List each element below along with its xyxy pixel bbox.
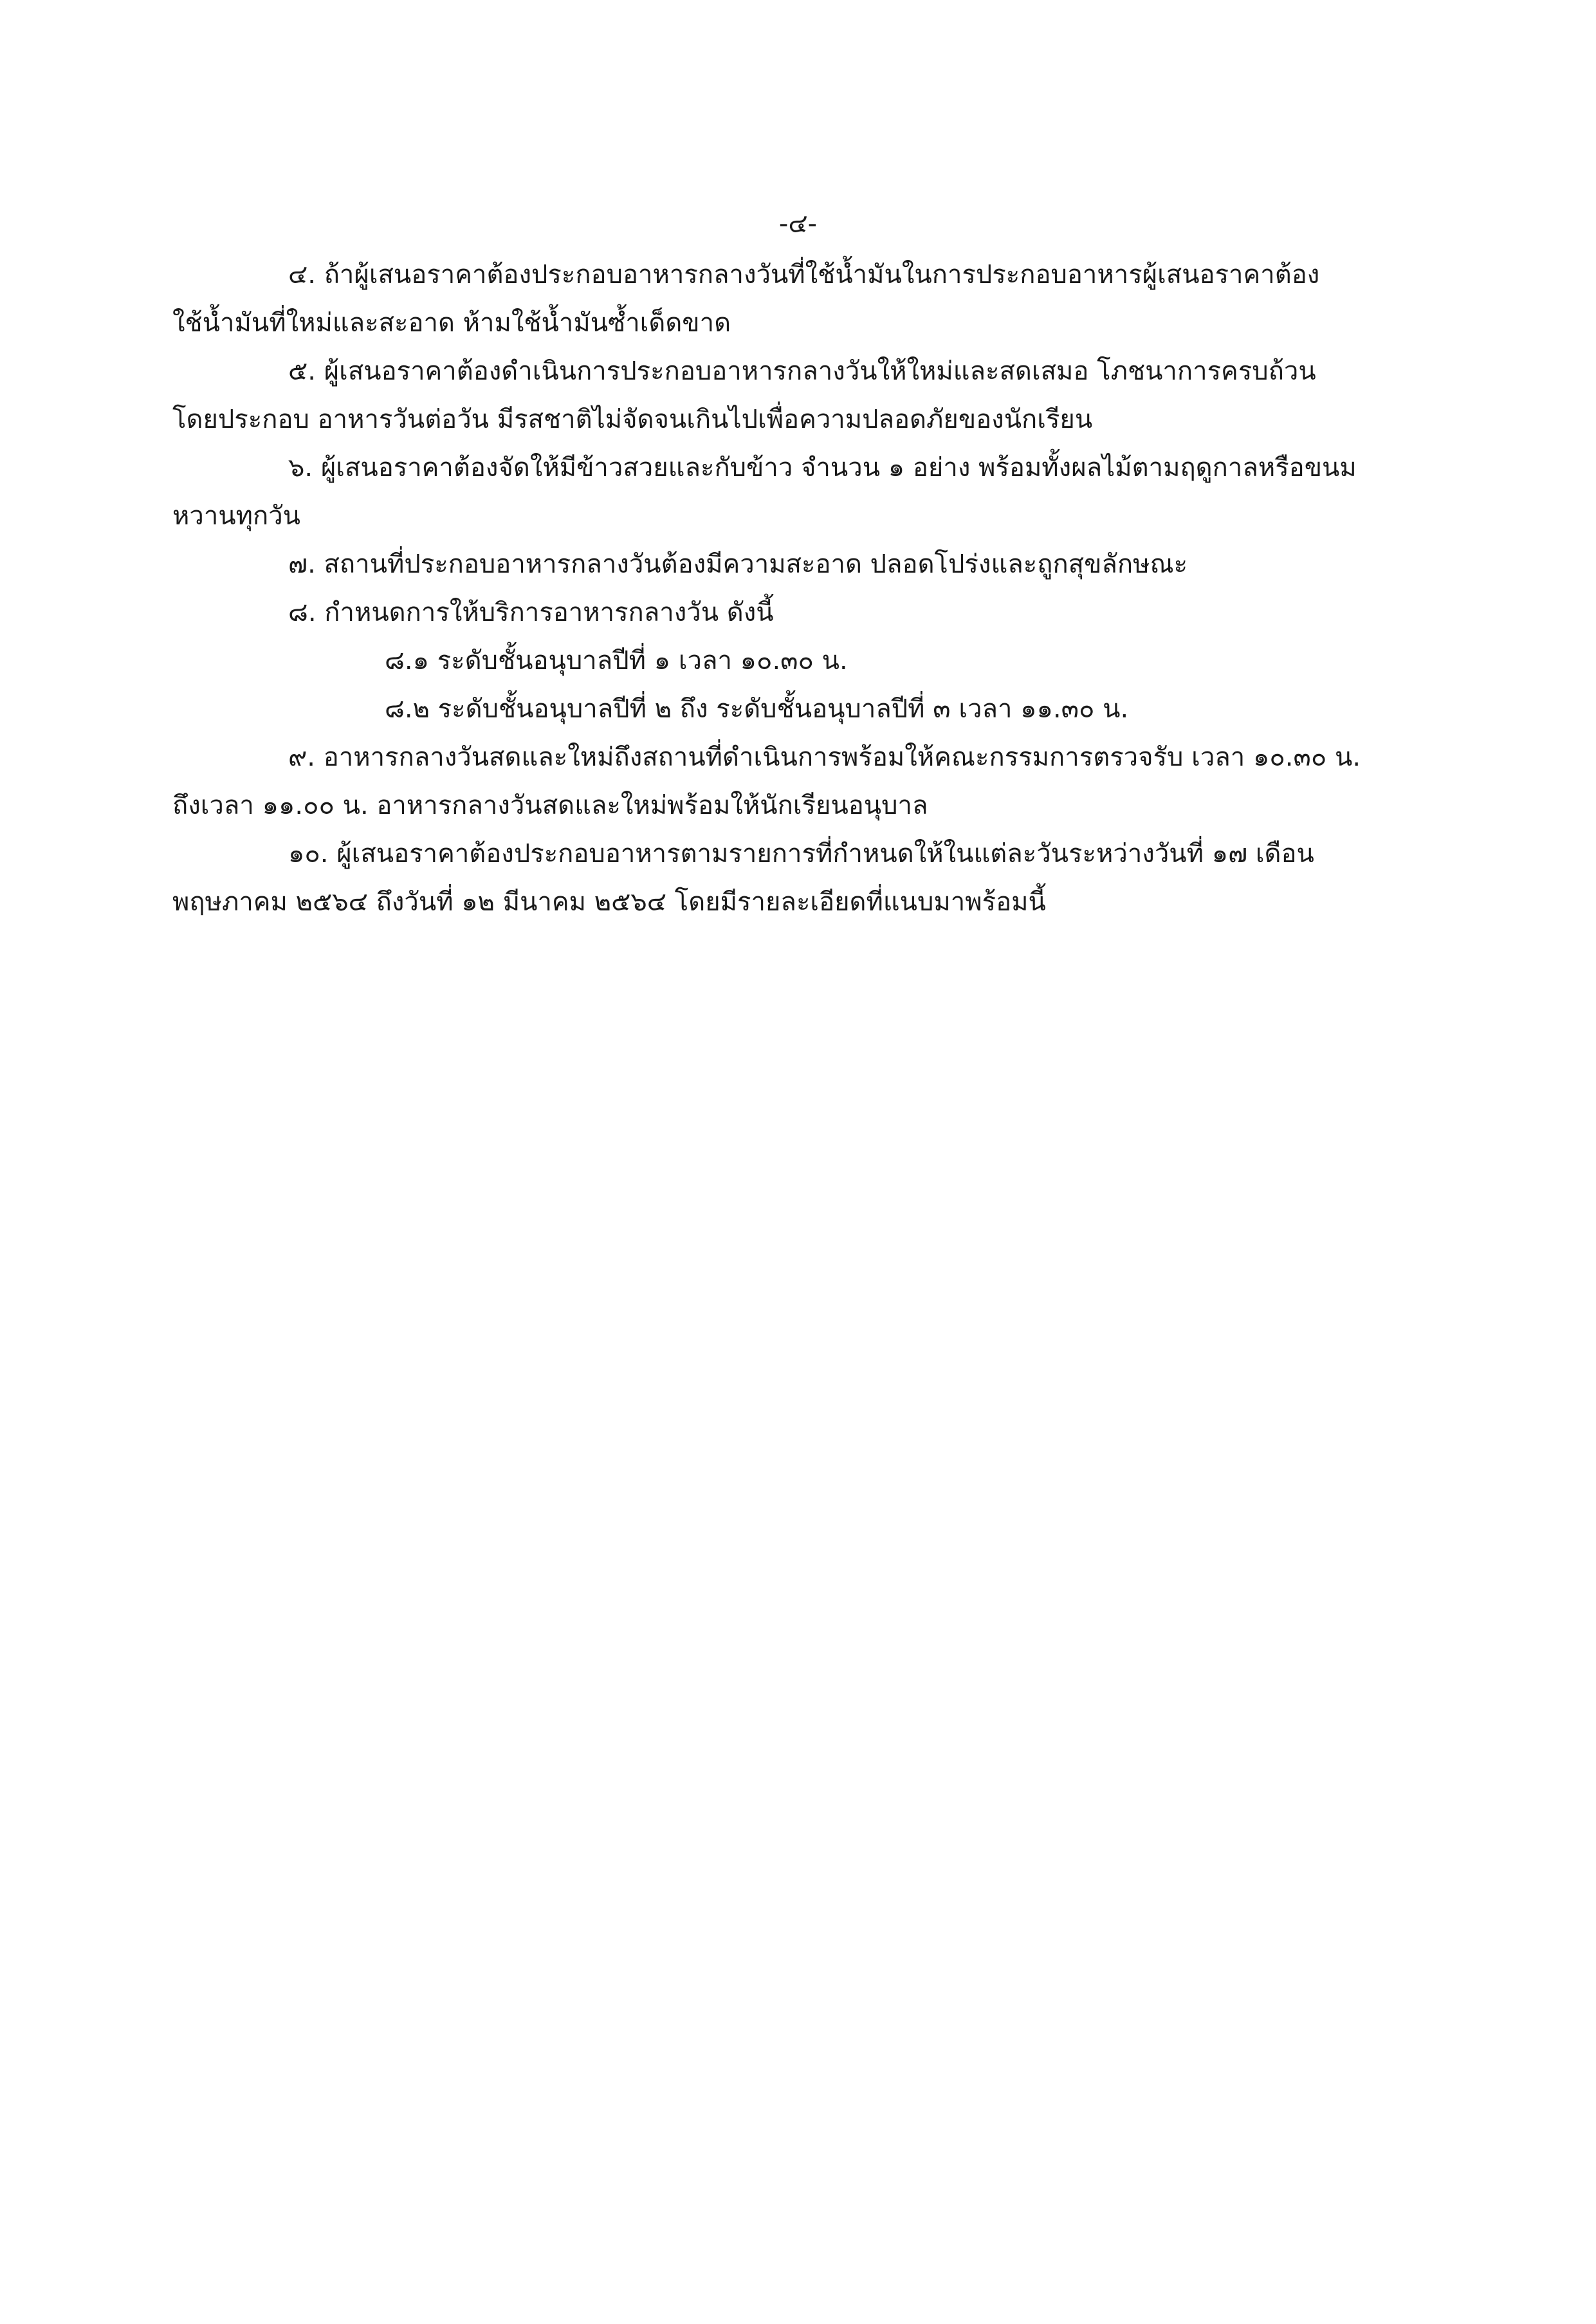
paragraph-6	[172, 444, 1406, 540]
paragraph-line: ใช้น้ำมันที่ใหม่และสะอาด ห้ามใช้น้ำมันซ้ำเด็ดขาด	[172, 308, 731, 338]
paragraph-9	[172, 733, 1406, 830]
paragraph-4	[172, 251, 1406, 347]
paragraph-line: ๔. ถ้าผู้เสนอราคาต้องประกอบอาหารกลางวันที่ใช้น้ำมันในการประกอบอาหารผู้เสนอราคาต้อง	[288, 260, 1320, 290]
document-body	[172, 251, 1406, 927]
paragraph-line: ๑๐. ผู้เสนอราคาต้องประกอบอาหารตามรายการที่กำหนดให้ในแต่ละวันระหว่างวันที่ ๑๗ เดือน	[288, 839, 1314, 869]
page-number: -๔-	[778, 209, 818, 239]
paragraph-line: ๗. สถานที่ประกอบอาหารกลางวันต้องมีความสะอาด ปลอดโปร่งและถูกสุขลักษณะ	[288, 549, 1188, 579]
paragraph-line: ๙. อาหารกลางวันสดและใหม่ถึงสถานที่ดำเนินการพร้อมให้คณะกรรมการตรวจรับ เวลา ๑๐.๓๐ น.	[288, 742, 1361, 772]
paragraph-8	[172, 589, 1406, 637]
paragraph-10	[172, 830, 1406, 927]
paragraph-line: พฤษภาคม ๒๕๖๔ ถึงวันที่ ๑๒ มีนาคม ๒๕๖๔ โดยมีรายละเอียดที่แนบมาพร้อมนี้	[172, 887, 1046, 917]
paragraph-line: ถึงเวลา ๑๑.๐๐ น. อาหารกลางวันสดและใหม่พร้อมให้นักเรียนอนุบาล	[172, 791, 928, 820]
paragraph-line: ๘. กำหนดการให้บริการอาหารกลางวัน ดังนี้	[288, 598, 774, 627]
paragraph-8-subitems	[172, 637, 1406, 733]
subitem-8-1: ๘.๑ ระดับชั้นอนุบาลปีที่ ๑ เวลา ๑๐.๓๐ น.	[385, 646, 848, 676]
paragraph-line: หวานทุกวัน	[172, 501, 301, 531]
paragraph-7	[172, 540, 1406, 589]
subitem-8-2: ๘.๒ ระดับชั้นอนุบาลปีที่ ๒ ถึง ระดับชั้นอนุบาลปีที่ ๓ เวลา ๑๑.๓๐ น.	[385, 694, 1129, 724]
paragraph-line: โดยประกอบ อาหารวันต่อวัน มีรสชาติไม่จัดจนเกินไปเพื่อความปลอดภัยของนักเรียน	[172, 405, 1093, 434]
paragraph-5	[172, 347, 1406, 444]
paragraph-line: ๕. ผู้เสนอราคาต้องดำเนินการประกอบอาหารกลางวันให้ใหม่และสดเสมอ โภชนาการครบถ้วน	[288, 356, 1316, 386]
paragraph-line: ๖. ผู้เสนอราคาต้องจัดให้มีข้าวสวยและกับข้าว จำนวน ๑ อย่าง พร้อมทั้งผลไม้ตามฤดูกาลหรือขนม	[288, 453, 1357, 483]
